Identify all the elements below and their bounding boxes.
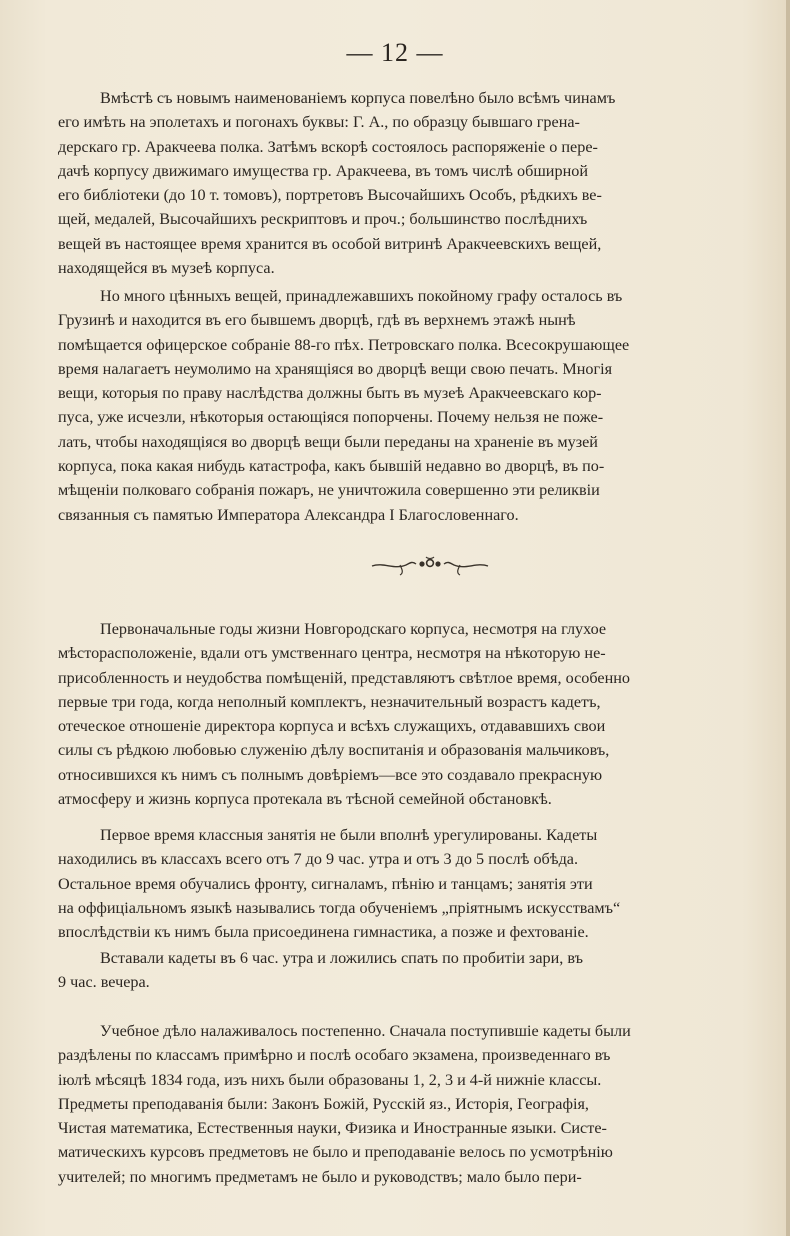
text-line: присобленность и неудобства помѣщеній, представляютъ свѣтлое время, особенно xyxy=(58,668,630,687)
text-line: дачѣ корпусу движимаго имущества гр. Аракчеева, въ томъ числѣ обширной xyxy=(58,161,588,180)
text-line: находились въ классахъ всего отъ 7 до 9 час. утра и отъ 3 до 5 послѣ обѣда. xyxy=(58,850,579,869)
paragraph-1 xyxy=(58,86,790,280)
paragraph-2 xyxy=(58,284,790,527)
text-line: раздѣлены по классамъ примѣрно и послѣ особаго экзамена, произведеннаго въ xyxy=(58,1046,611,1065)
text-line: вещи, которыя по праву наслѣдства должны быть въ музеѣ Аракчеевскаго кор- xyxy=(58,384,602,403)
text-line: первые три года, когда неполный комплектъ, незначительный возрастъ кадетъ, xyxy=(58,692,601,711)
text-line: на оффиціальномъ языкѣ назывались тогда обученіемъ „пріятнымъ искусствамъ“ xyxy=(58,898,621,917)
text-line: Грузинѣ и находится въ его бывшемъ дворцѣ, гдѣ въ верхнемъ этажѣ нынѣ xyxy=(58,311,576,330)
text-line: мѣщеніи полковаго собранія пожаръ, не уничтожила совершенно эти реликвіи xyxy=(58,481,600,500)
text-line: его имѣть на эполетахъ и погонахъ буквы: Г. А., по образцу бывшаго грена- xyxy=(58,113,580,132)
text-line: относившихся къ нимъ съ полнымъ довѣріемъ—все это создавало прекрасную xyxy=(58,765,603,784)
text-line: Остальное время обучались фронту, сигналамъ, пѣнію и танцамъ; занятія эти xyxy=(58,874,593,893)
text-line: помѣщается офицерское собраніе 88-го пѣх. Петровскаго полка. Всесокрушающее xyxy=(58,335,630,354)
text-line: силы съ рѣдкою любовью служенію дѣлу воспитанія и образованія мальчиковъ, xyxy=(58,741,610,760)
text-line: учителей; по многимъ предметамъ не было и руководствъ; мало было пери- xyxy=(58,1167,582,1186)
paragraph-5 xyxy=(58,946,790,995)
text-line: Первое время классныя занятія не были вполнѣ урегулированы. Кадеты xyxy=(100,826,598,844)
text-line: Первоначальные годы жизни Новгородскаго корпуса, несмотря на глухое xyxy=(100,620,607,638)
text-line: вещей въ настоящее время хранится въ особой витринѣ Аракчеевскихъ вещей, xyxy=(58,234,602,253)
text-line: Учебное дѣло налаживалось постепенно. Сначала поступившіе кадеты были xyxy=(100,1022,631,1040)
text-line: корпуса, пока какая нибудь катастрофа, какъ бывшій недавно во дворцѣ, въ по- xyxy=(58,457,605,476)
text-line: лать, чтобы находящіяся во дворцѣ вещи были переданы на храненіе въ музей xyxy=(58,432,598,451)
text-line: 9 час. вечера. xyxy=(58,973,150,992)
text-line: дерскаго гр. Аракчеева полка. Затѣмъ вскорѣ состоялось распоряженіе о пере- xyxy=(58,137,598,156)
text-line: мѣсторасположеніе, вдали отъ умственнаго центра, несмотря на нѣкоторую не- xyxy=(58,644,606,663)
text-line: Но много цѣнныхъ вещей, принадлежавшихъ покойному графу осталось въ xyxy=(100,287,623,305)
text-line: атмосферу и жизнь корпуса протекала въ тѣсной семейной обстановкѣ. xyxy=(58,790,552,809)
text-line: находящейся въ музеѣ корпуса. xyxy=(58,259,275,278)
text-line: пуса, уже исчезли, нѣкоторыя остающіяся попорчены. Почему нельзя не поже- xyxy=(58,408,604,427)
text-line: отеческое отношеніе директора корпуса и всѣхъ служащихъ, отдававшихъ свои xyxy=(58,717,606,736)
text-line: іюлѣ мѣсяцѣ 1834 года, изъ нихъ были образованы 1, 2, 3 и 4-й нижніе классы. xyxy=(58,1070,602,1089)
text-line: впослѣдствіи къ нимъ была присоединена гимнастика, а позже и фехтованіе. xyxy=(58,923,589,942)
text-line: его библіотеки (до 10 т. томовъ), портретовъ Высочайшихъ Особъ, рѣдкихъ ве- xyxy=(58,186,602,205)
text-line: матическихъ курсовъ предметовъ не было и преподаваніе велось по усмотрѣнію xyxy=(58,1143,613,1162)
text-line: щей, медалей, Высочайшихъ рескриптовъ и проч.; большинство послѣднихъ xyxy=(58,210,588,229)
page-number: — 12 — xyxy=(346,38,444,67)
paragraph-4 xyxy=(58,823,790,944)
paragraph-6 xyxy=(58,1019,790,1189)
text-line: Чистая математика, Естественныя науки, Физика и Иностранные языки. Систе- xyxy=(58,1119,607,1138)
text-line: Предметы преподаванія были: Законъ Божій, Русскій яз., Исторія, Географія, xyxy=(58,1094,589,1113)
paragraph-3 xyxy=(58,617,790,811)
text-line: время налагаетъ неумолимо на хранящіяся во дворцѣ вещи свою печать. Многія xyxy=(58,359,613,378)
section-divider-flourish-icon xyxy=(370,553,490,577)
text-line: связанныя съ памятью Императора Александра I Благословеннаго. xyxy=(58,505,519,524)
text-line: Вставали кадеты въ 6 час. утра и ложились спать по пробитіи зари, въ xyxy=(100,949,583,967)
text-line: Вмѣстѣ съ новымъ наименованіемъ корпуса повелѣно было всѣмъ чинамъ xyxy=(100,89,616,107)
